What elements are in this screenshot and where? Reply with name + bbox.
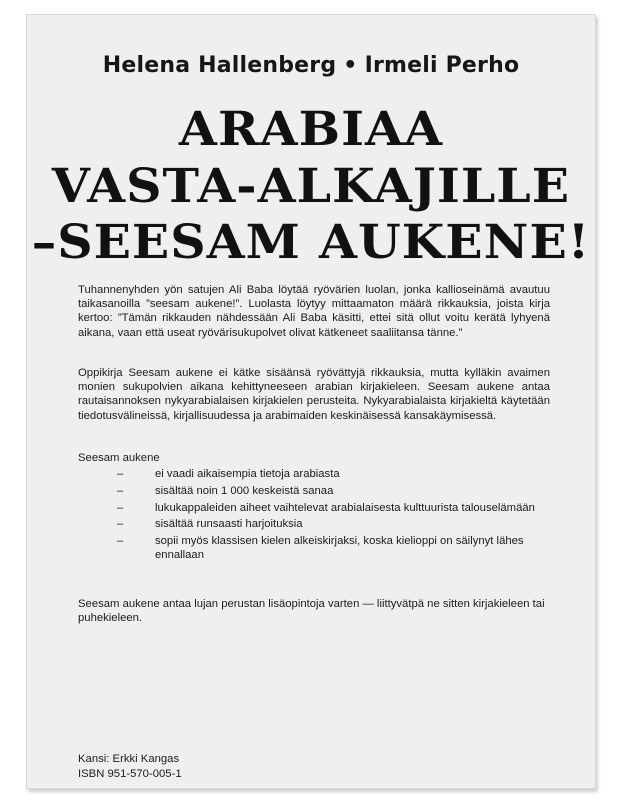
- dash-bullet: –: [117, 518, 124, 531]
- feature-list: [117, 467, 557, 565]
- list-item-text: lukukappaleiden aiheet vaihtelevat arabialaisesta kulttuurista talouselämään: [155, 501, 535, 514]
- dash-bullet: –: [117, 468, 124, 480]
- author-separator: •: [343, 53, 358, 78]
- list-heading: Seesam aukene: [78, 452, 160, 464]
- description-paragraph: Oppikirja Seesam aukene ei kätke sisäänsä ryövättyjä rikkauksia, mutta kylläkin avaimen monien sukupolvien aikana kehittyneeseen arabian kirjakieleen. Seesam aukene antaa rautaisannoksen nykyarabialaisen kirjakielen perusteita. Nykyarabialaista kirjakieltä käytetään tiedotusvälineissä, kirjallisuudessa ja arabimaiden keskinäisessä kansakäymisessä.: [78, 367, 550, 422]
- list-item: [117, 517, 557, 531]
- isbn: ISBN 951-570-005-1: [78, 767, 182, 780]
- dash-bullet: –: [117, 484, 124, 497]
- closing-paragraph: Seesam aukene antaa lujan perustan lisäopintoja varten — liittyvätpä ne sitten kirjakieleen tai puhekieleen.: [78, 598, 545, 625]
- list-item-text: sopii myös klassisen kielen alkeiskirjaksi, koska kielioppi on säilynyt lähes ennallaan: [155, 535, 524, 562]
- list-item: [117, 484, 557, 498]
- list-item-text: sisältää runsaasti harjoituksia: [155, 518, 303, 531]
- list-item: [117, 534, 557, 562]
- book-back-cover: [26, 14, 596, 789]
- list-item: [117, 467, 557, 481]
- authors-line: [27, 53, 595, 78]
- credits-block: [78, 752, 182, 781]
- list-item: [117, 501, 557, 515]
- dash-bullet: –: [117, 501, 124, 514]
- dash-bullet: –: [117, 535, 124, 548]
- author-name: Helena Hallenberg: [102, 53, 337, 78]
- list-item-text: ei vaadi aikaisempia tietoja arabiasta: [155, 468, 340, 480]
- list-item-text: sisältää noin 1 000 keskeistä sanaa: [155, 484, 334, 497]
- cover-credit: Kansi: Erkki Kangas: [78, 753, 180, 765]
- title-line-3: –SEESAM AUKENE!: [31, 214, 591, 270]
- title-line-2: VASTA-ALKAJILLE: [51, 158, 571, 214]
- author-name: Irmeli Perho: [364, 53, 520, 78]
- intro-paragraph: Tuhannenyhden yön satujen Ali Baba löytää ryövärien luolan, jonka kallioseinämä avautuu taikasanoilla ”seesam aukene!”. Luolasta löytyy mittaamaton määrä rikkauksia, joista kirja kertoo: ”Tämän rikkauden nähdessään Ali Baba käsitti, ettei sitä ollut voitu kerätä lyhyenä aikana, vaan että useat ryövärisukupolvet olivat kätkeneet saaliitansa tänne.”: [78, 284, 550, 339]
- title-line-1: ARABIAA: [178, 101, 444, 157]
